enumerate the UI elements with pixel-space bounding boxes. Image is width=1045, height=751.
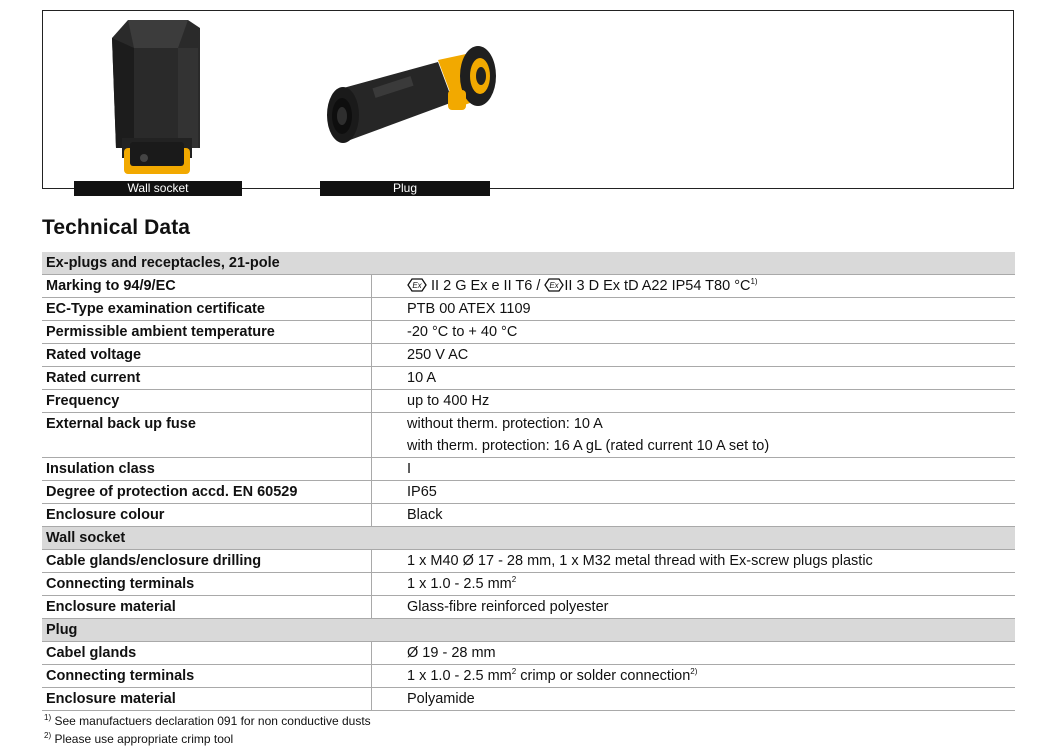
table-row: Cabel glands Ø 19 - 28 mm bbox=[42, 642, 1015, 665]
table-row: Enclosure material Glass-fibre reinforced polyester bbox=[42, 596, 1015, 619]
table-row: Frequency up to 400 Hz bbox=[42, 390, 1015, 413]
wall-socket-image bbox=[108, 18, 203, 183]
page-title: Technical Data bbox=[42, 216, 191, 239]
row-value: Ex II 2 G Ex e II T6 / Ex II 3 D Ex tD A22 IP54 T80 $^\circ C^{1)}$ bbox=[372, 275, 1015, 297]
table-row: Permissible ambient temperature -20 °C to + 40 °C bbox=[42, 321, 1015, 344]
section-heading-plug: Plug bbox=[42, 619, 1015, 642]
table-row: Cable glands/enclosure drilling 1 x M40 Ø 17 - 28 mm, 1 x M32 metal thread with Ex-screw plugs plastic bbox=[42, 550, 1015, 573]
table-row: Rated voltage 250 V AC bbox=[42, 344, 1015, 367]
svg-text:Ex: Ex bbox=[412, 281, 422, 290]
section-heading-wall-socket: Wall socket bbox=[42, 527, 1015, 550]
table-row: Degree of protection accd. EN 60529 IP65 bbox=[42, 481, 1015, 504]
table-row: Enclosure material Polyamide bbox=[42, 688, 1015, 711]
section-heading-ex-plugs: Ex-plugs and receptacles, 21-pole bbox=[42, 252, 1015, 275]
plug-caption: Plug bbox=[320, 181, 490, 196]
table-row: Connecting terminals 1 x 1.0 - 2.5 $mm^2$ bbox=[42, 573, 1015, 596]
ex-hexagon-icon bbox=[544, 278, 564, 292]
table-row: External back up fuse without therm. protection: 10 A with therm. protection: 16 A gL (rated current 10 A set to) bbox=[42, 413, 1015, 458]
footnote-1: $^{1)}$ See manufactuers declaration 091 for non conductive dusts bbox=[44, 713, 371, 728]
table-row: Insulation class I bbox=[42, 458, 1015, 481]
footnotes bbox=[44, 712, 371, 748]
table-row: EC-Type examination certificate PTB 00 ATEX 1109 bbox=[42, 298, 1015, 321]
table-row: Enclosure colour Black bbox=[42, 504, 1015, 527]
plug-image bbox=[318, 40, 503, 155]
table-row: Rated current 10 A bbox=[42, 367, 1015, 390]
ex-hexagon-icon bbox=[407, 278, 427, 292]
svg-text:Ex: Ex bbox=[549, 281, 560, 290]
table-row bbox=[42, 275, 1015, 298]
wall-socket-caption: Wall socket bbox=[74, 181, 242, 196]
table-row: Connecting terminals 1 x 1.0 - 2.5 $mm^2$ crimp or solder connection$^{2)}$ bbox=[42, 665, 1015, 688]
technical-data-table bbox=[42, 252, 1015, 711]
footnote-2: $^{2)}$ Please use appropriate crimp tool bbox=[44, 731, 234, 746]
row-key: Marking to 94/9/EC bbox=[42, 275, 372, 297]
